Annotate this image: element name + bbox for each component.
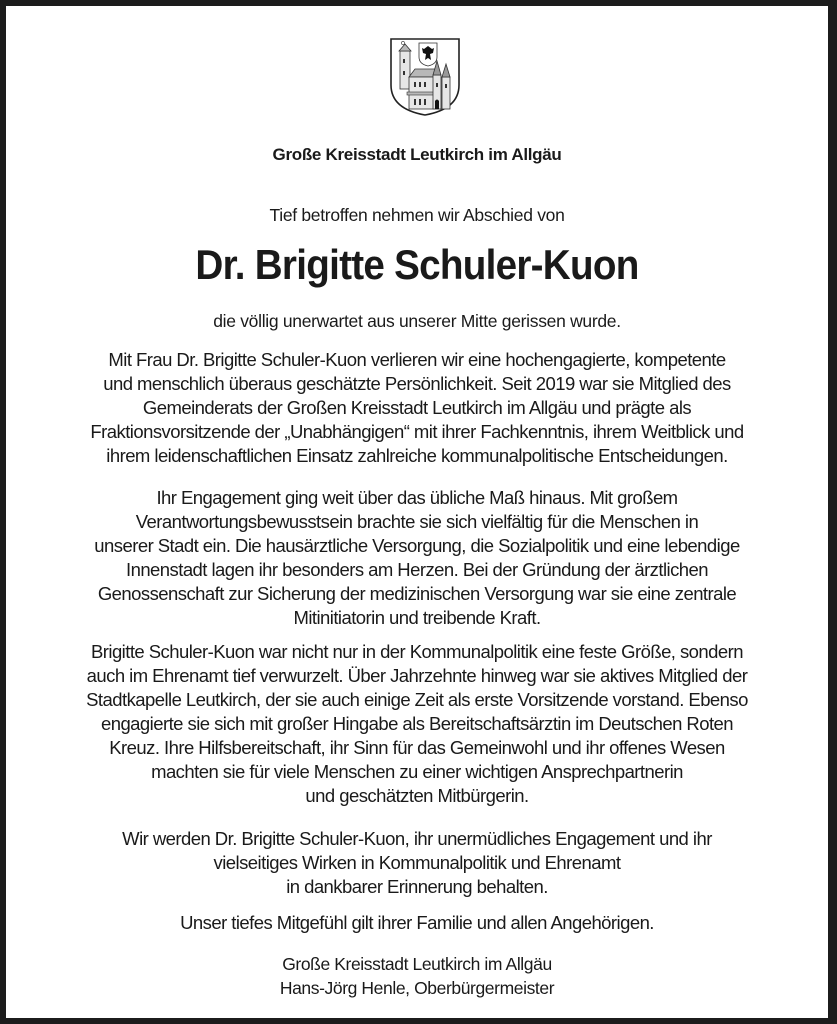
text-line: Kreuz. Ihre Hilfsbereitschaft, ihr Sinn für das Gemeinwohl und ihr offenes Wesen bbox=[109, 737, 725, 758]
text-line: Fraktionsvorsitzende der „Unabhängigen“ mit ihrer Fachkenntnis, ihrem Weitblick und bbox=[90, 421, 744, 442]
text-line: auch im Ehrenamt tief verwurzelt. Über Jahrzehnte hinweg war sie aktives Mitglied der bbox=[86, 665, 748, 686]
paragraph-volunteering bbox=[6, 640, 828, 808]
paragraph-condolence bbox=[6, 911, 828, 935]
text-line: Stadtkapelle Leutkirch, der sie auch einige Zeit als erste Vorsitzende vorstand. Ebenso bbox=[86, 689, 748, 710]
signature-organization: Große Kreisstadt Leutkirch im Allgäu bbox=[282, 954, 552, 974]
text-line: vielseitiges Wirken in Kommunalpolitik und Ehrenamt bbox=[213, 852, 621, 873]
paragraph-remembrance bbox=[6, 827, 828, 899]
text-line: Verantwortungsbewusstsein brachte sie sich vielfältig für die Menschen in bbox=[135, 511, 699, 532]
text-line: und menschlich überaus geschätzte Persönlichkeit. Seit 2019 war sie Mitglied des bbox=[103, 373, 731, 394]
text-line: Mit Frau Dr. Brigitte Schuler-Kuon verlieren wir eine hochengagierte, kompetente bbox=[108, 349, 726, 370]
town-heading: Große Kreisstadt Leutkirch im Allgäu bbox=[272, 145, 562, 164]
intro-line: Tief betroffen nehmen wir Abschied von bbox=[269, 205, 565, 225]
text-line: machten sie für viele Menschen zu einer wichtigen Ansprechpartnerin bbox=[151, 761, 683, 782]
subtitle-line: die völlig unerwartet aus unserer Mitte gerissen wurde. bbox=[213, 311, 621, 331]
text-line: Brigitte Schuler-Kuon war nicht nur in der Kommunalpolitik eine feste Größe, sondern bbox=[90, 641, 743, 662]
text-line: Wir werden Dr. Brigitte Schuler-Kuon, ihr unermüdliches Engagement und ihr bbox=[122, 828, 712, 849]
signature-block bbox=[6, 952, 828, 1000]
coat-of-arms-icon bbox=[389, 37, 461, 117]
deceased-name: Dr. Brigitte Schuler-Kuon bbox=[195, 241, 639, 288]
signature-signer: Hans-Jörg Henle, Oberbürgermeister bbox=[279, 978, 555, 998]
paragraph-tribute bbox=[6, 348, 828, 468]
text-line: in dankbarer Erinnerung behalten. bbox=[286, 876, 548, 897]
text-line: ihrem leidenschaftlichen Einsatz zahlreiche kommunalpolitische Entscheidungen. bbox=[106, 445, 728, 466]
text-line: unserer Stadt ein. Die hausärztliche Versorgung, die Sozialpolitik und eine lebendige bbox=[94, 535, 740, 556]
text-line: Mitinitiatorin und treibende Kraft. bbox=[293, 607, 541, 628]
text-line: engagierte sie sich mit großer Hingabe als Bereitschaftsärztin im Deutschen Roten bbox=[100, 713, 734, 734]
text-line: Unser tiefes Mitgefühl gilt ihrer Familie und allen Angehörigen. bbox=[180, 912, 654, 933]
obituary-notice bbox=[6, 6, 828, 1018]
text-line: Innenstadt lagen ihr besonders am Herzen. Bei der Gründung der ärztlichen bbox=[125, 559, 709, 580]
text-line: Gemeinderats der Großen Kreisstadt Leutkirch im Allgäu und prägte als bbox=[142, 397, 692, 418]
text-line: Genossenschaft zur Sicherung der medizinischen Versorgung war sie eine zentrale bbox=[97, 583, 737, 604]
paragraph-engagement bbox=[6, 486, 828, 630]
text-line: und geschätzten Mitbürgerin. bbox=[305, 785, 529, 806]
text-line: Ihr Engagement ging weit über das übliche Maß hinaus. Mit großem bbox=[156, 487, 678, 508]
